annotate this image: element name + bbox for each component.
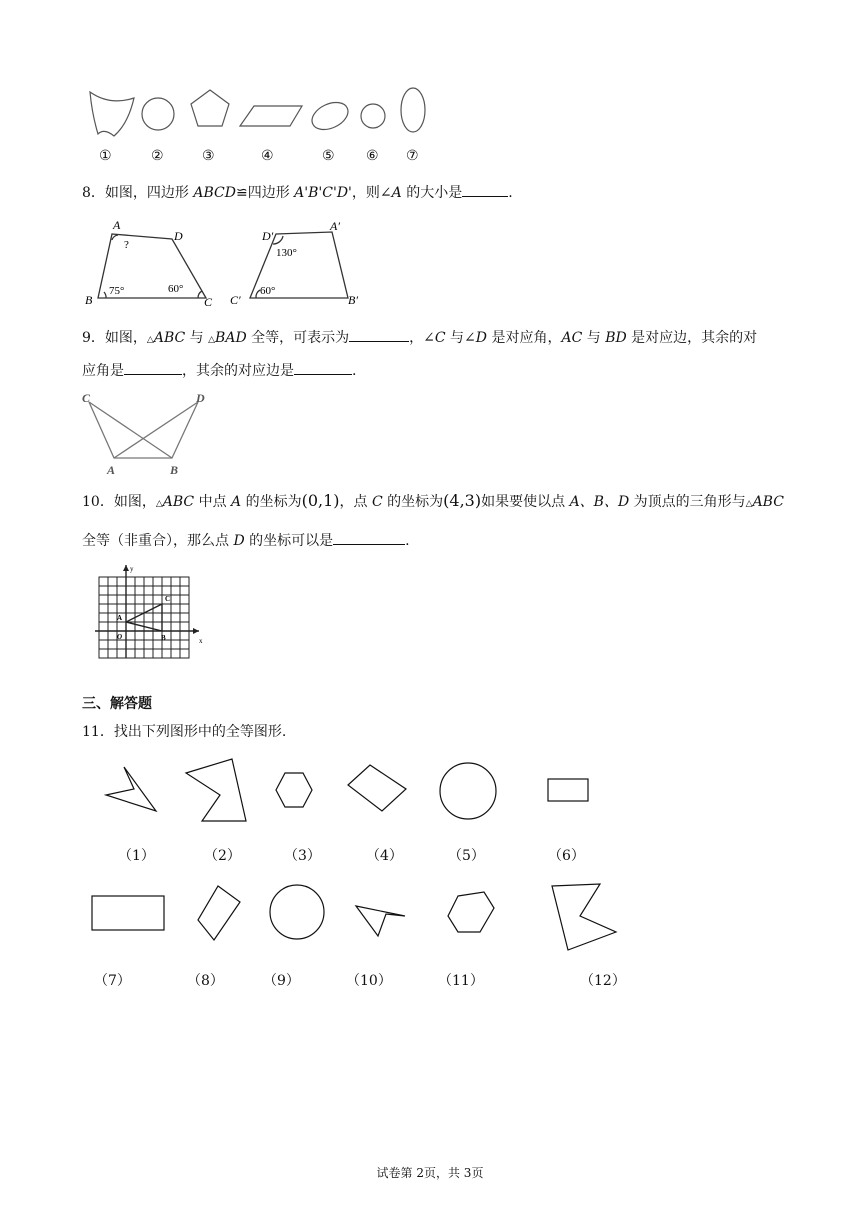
shape-2: [142, 98, 174, 130]
shape-10: [356, 906, 405, 936]
shape-label-3: ③: [202, 148, 215, 164]
shape-label-9: （9）: [263, 973, 300, 989]
label-y-axis: y: [130, 565, 134, 573]
question-11-text: 11．找出下列图形中的全等图形.: [82, 724, 287, 740]
shape-8: [198, 886, 240, 940]
shape-label-4: ④: [261, 148, 274, 164]
shape-label-1: （1）: [118, 848, 155, 864]
label-angle-C-prime: 60°: [260, 285, 276, 297]
shape-label-1: ①: [99, 148, 112, 164]
label-D: D: [174, 229, 183, 243]
shape-label-11: （11）: [438, 973, 484, 989]
shape-2: [186, 759, 246, 821]
shape-label-4: （4）: [366, 848, 403, 864]
label-angle-D-prime: 130°: [276, 247, 297, 259]
shape-6: [361, 104, 385, 128]
answer-blank: [294, 362, 352, 375]
question-10-line-1: 10．如图，△ABC 中点 A 的坐标为(0,1)，点 C 的坐标为(4,3)如果要使以点 A、B、D 为顶点的三角形与△ABC: [82, 491, 784, 510]
shape-label-10: （10）: [346, 973, 392, 989]
question-9-line-2: 应角是 ，其余的对应边是 .: [82, 363, 357, 379]
label-C-prime: C′: [230, 293, 241, 307]
shape-1: [106, 767, 156, 811]
label-O: O: [117, 633, 123, 641]
label-D-prime: D′: [262, 229, 274, 243]
label-question-mark: ?: [124, 239, 129, 251]
page-footer: 试卷第 2页，共 3页: [376, 1166, 484, 1180]
question-9-line-1: 9．如图，△ABC 与 △BAD 全等，可表示为 ，∠C 与∠D 是对应角，AC 与 BD 是对应边，其余的对: [82, 330, 758, 346]
label-A: A: [107, 463, 116, 477]
question-8-text: 8．如图，四边形 ABCD≌四边形 A'B'C'D'，则∠A 的大小是 .: [82, 185, 513, 201]
shape-label-3: （3）: [284, 848, 321, 864]
section-3-title: 三、解答题: [82, 696, 152, 712]
shape-4: [240, 106, 302, 126]
shape-9: [270, 885, 324, 939]
label-A: A: [117, 614, 123, 622]
label-angle-B: 75°: [109, 285, 125, 297]
shape-label-6: ⑥: [366, 148, 379, 164]
answer-blank: [462, 184, 508, 197]
shape-4: [348, 765, 406, 811]
label-C: C: [204, 295, 213, 309]
shape-label-12: （12）: [580, 973, 626, 989]
shape-7: [401, 88, 425, 132]
label-D: D: [196, 391, 205, 405]
label-B: B: [161, 634, 166, 642]
label-B: B: [170, 463, 179, 477]
shape-6: [548, 779, 588, 801]
label-C: C: [82, 391, 91, 405]
top-shapes-figure: [80, 84, 440, 174]
shape-1: [90, 92, 134, 136]
shape-label-7: （7）: [94, 973, 131, 989]
label-x-axis: x: [199, 637, 203, 645]
shape-label-5: ⑤: [322, 148, 335, 164]
shape-label-7: ⑦: [406, 148, 419, 164]
shape-7: [92, 896, 164, 930]
label-C: C: [165, 595, 171, 603]
question-10-line-2: 全等（非重合），那么点 D 的坐标可以是 .: [82, 533, 410, 549]
label-A-prime: A′: [330, 219, 340, 233]
question-11-shapes-row-1: [90, 755, 610, 835]
question-8-figure: [80, 214, 380, 314]
question-9-figure: [80, 388, 220, 478]
shape-5: [308, 97, 353, 135]
label-B: B: [85, 293, 93, 307]
label-angle-C: 60°: [168, 283, 184, 295]
answer-blank: [124, 362, 182, 375]
shape-11: [448, 892, 494, 932]
shape-3: [276, 773, 312, 807]
shape-label-6: （6）: [548, 848, 585, 864]
shape-label-2: （2）: [204, 848, 241, 864]
answer-blank: [333, 532, 405, 545]
shape-12: [552, 884, 616, 950]
label-B-prime: B′: [348, 293, 358, 307]
question-10-grid-figure: [95, 563, 210, 663]
shape-5: [440, 763, 496, 819]
question-11-shapes-row-2: [80, 876, 640, 956]
shape-3: [191, 90, 229, 126]
shape-label-5: （5）: [448, 848, 485, 864]
shape-label-2: ②: [151, 148, 164, 164]
label-A: A: [113, 218, 121, 232]
shape-label-8: （8）: [187, 973, 224, 989]
answer-blank: [349, 329, 409, 342]
